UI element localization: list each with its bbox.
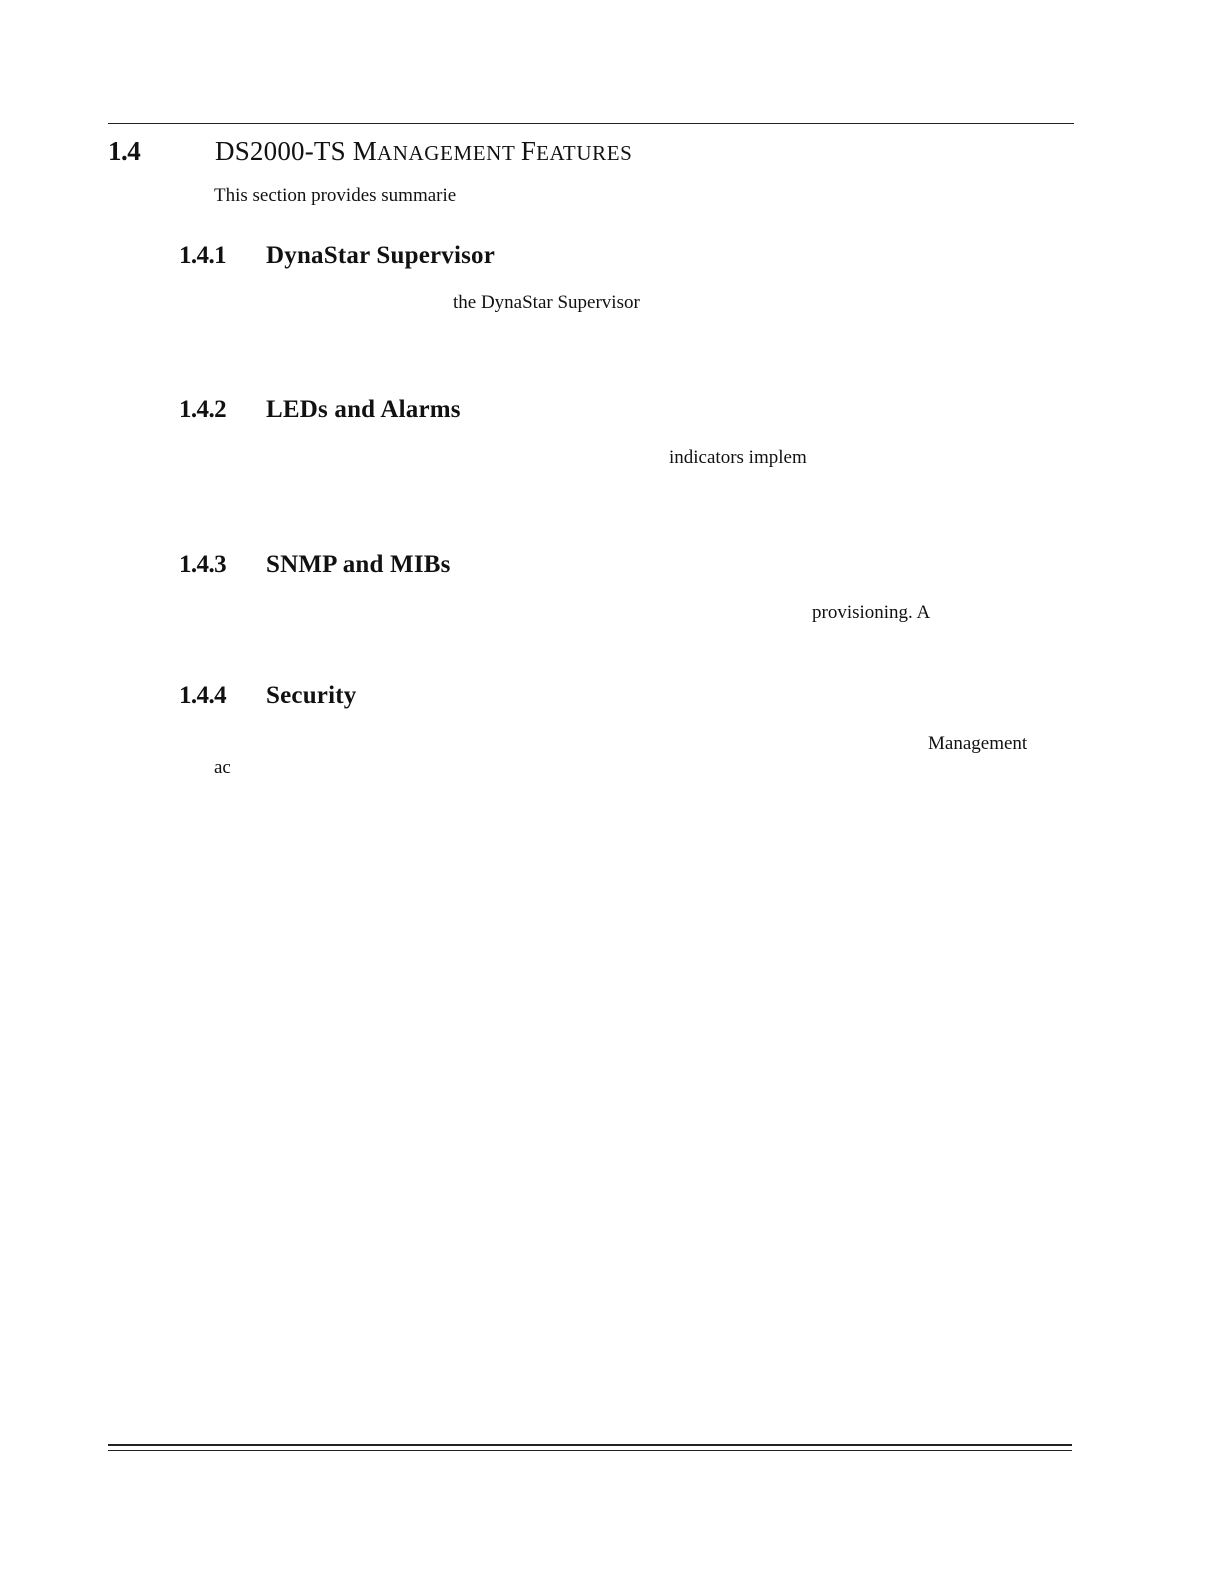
section-title-part: DS2000-TS <box>215 136 353 166</box>
footer-rule-thick <box>108 1444 1072 1446</box>
subsection-number: 1.4.1 <box>179 242 227 269</box>
body-text-fragment: ac <box>214 757 231 778</box>
section-title-part: F <box>520 136 537 166</box>
subsection-title: LEDs and Alarms <box>266 396 461 423</box>
section-title-part: ANAGEMENT <box>376 141 521 165</box>
subsection-title: Security <box>266 682 357 709</box>
body-text-fragment: indicators implem <box>669 447 807 468</box>
subsection-number: 1.4.4 <box>179 682 227 709</box>
subsection-number: 1.4.2 <box>179 396 227 423</box>
body-text-fragment: provisioning. A <box>812 602 931 623</box>
subsection-number: 1.4.3 <box>179 551 227 578</box>
section-number: 1.4 <box>108 136 141 166</box>
body-text-fragment: the DynaStar Supervisor <box>453 292 640 313</box>
header-rule <box>108 123 1074 124</box>
footer-rule-thin <box>108 1450 1072 1451</box>
subsection-title: SNMP and MIBs <box>266 551 451 578</box>
section-title-part: EATURES <box>536 141 633 165</box>
section-title <box>215 136 632 167</box>
section-intro-text: This section provides summarie <box>214 185 457 206</box>
subsection-title: DynaStar Supervisor <box>266 242 496 269</box>
section-title-part: M <box>352 136 377 166</box>
body-text-fragment: Management <box>928 733 1028 754</box>
